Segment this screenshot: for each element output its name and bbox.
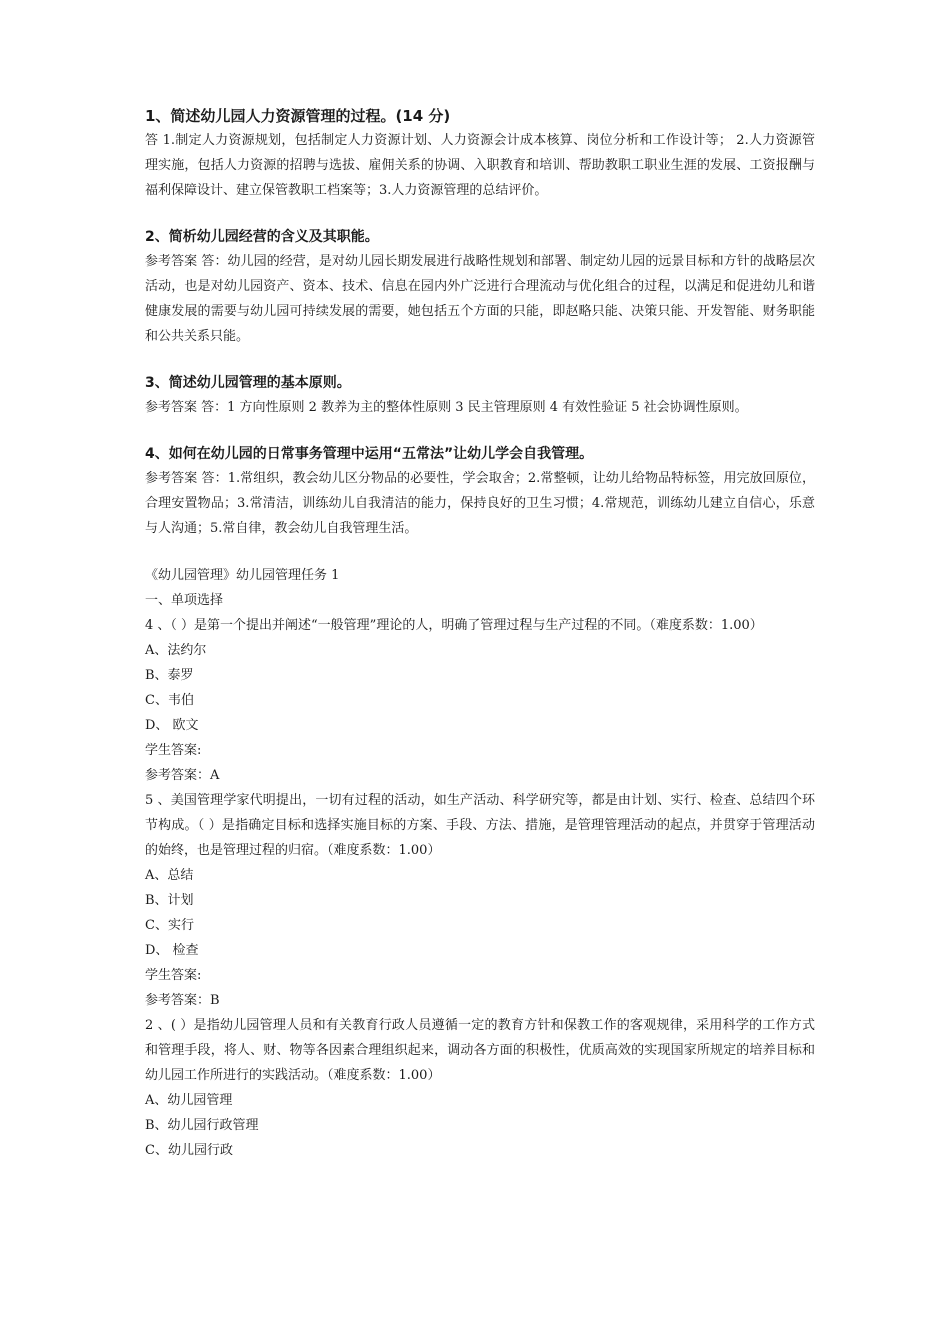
- answer-text-3: 参考答案 答：1 方向性原则 2 教养为主的整体性原则 3 民主管理原则 4 有效性验证 5 社会协调性原则。: [145, 400, 748, 415]
- document-content: [145, 104, 815, 1163]
- mc-option: A、法约尔: [145, 643, 207, 658]
- mc-option: B、泰罗: [145, 668, 194, 683]
- mc-option: C、幼儿园行政: [145, 1143, 233, 1158]
- section-heading: 一、单项选择: [145, 593, 224, 608]
- answer-text-4: 参考答案 答：1.常组织，教会幼儿区分物品的必要性，学会取舍；2.常整顿，让幼儿给物品特标签，用完放回原位，合理安置物品；3.常清洁，训练幼儿自我清洁的能力，保持良好的卫生习惯；4.常规范，训练幼儿建立自信心，乐意与人沟通；5.常自律，教会幼儿自我管理生活。: [145, 471, 815, 536]
- task-heading: 《幼儿园管理》幼儿园管理任务 1: [145, 568, 340, 583]
- reference-answer: 参考答案：B: [145, 993, 220, 1008]
- mc-question-stem: 2 、( ）是指幼儿园管理人员和有关教育行政人员遵循一定的教育方针和保教工作的客观规律，采用科学的工作方式和管理手段，将人、财、物等各因素合理组织起来，调动各方面的积极性，优质高效的实现国家所规定的培养目标和幼儿园工作所进行的实践活动。（难度系数：1.00）: [145, 1018, 815, 1083]
- answer-text-1: 答 1.制定人力资源规划，包括制定人力资源计划、人力资源会计成本核算、岗位分析和工作设计等； 2.人力资源管理实施，包括人力资源的招聘与选拔、雇佣关系的协调、入职教育和培训、帮助教职工职业生涯的发展、工资报酬与福利保障设计、建立保管教职工档案等；3.人力资源管理的总结评价。: [145, 133, 815, 198]
- student-answer: 学生答案:: [145, 968, 202, 983]
- mc-option: B、幼儿园行政管理: [145, 1118, 259, 1133]
- mc-option: B、计划: [145, 893, 194, 908]
- reference-answer: 参考答案：A: [145, 768, 220, 783]
- question-title-4: 4、如何在幼儿园的日常事务管理中运用“五常法”让幼儿学会自我管理。: [145, 446, 594, 462]
- mc-question-stem: 5 、美国管理学家代明提出，一切有过程的活动，如生产活动、科学研究等，都是由计划、实行、检查、总结四个环节构成。（ ）是指确定目标和选择实施目标的方案、手段、方法、措施，是管理管理活动的起点，并贯穿于管理活动的始终，也是管理过程的归宿。（难度系数：1.00）: [145, 793, 815, 858]
- question-title-2: 2、简析幼儿园经营的含义及其职能。: [145, 229, 379, 245]
- mc-option: C、韦伯: [145, 693, 194, 708]
- student-answer: 学生答案:: [145, 743, 202, 758]
- question-title-1: 1、简述幼儿园人力资源管理的过程。(14 分): [145, 107, 451, 125]
- mc-question-stem: 4 、（ ）是第一个提出并阐述“一般管理”理论的人，明确了管理过程与生产过程的不同。（难度系数：1.00）: [145, 618, 763, 633]
- mc-option: A、总结: [145, 868, 194, 883]
- mc-option: D、 欧文: [145, 718, 199, 733]
- question-title-3: 3、简述幼儿园管理的基本原则。: [145, 375, 351, 391]
- mc-option: C、实行: [145, 918, 194, 933]
- answer-text-2: 参考答案 答：幼儿园的经营，是对幼儿园长期发展进行战略性规划和部署、制定幼儿园的远景目标和方针的战略层次活动，也是对幼儿园资产、资本、技术、信息在园内外广泛进行合理流动与优化组合的过程，以满足和促进幼儿和谐健康发展的需要与幼儿园可持续发展的需要，她包括五个方面的只能，即赵略只能、决策只能、开发智能、财务职能和公共关系只能。: [145, 254, 815, 344]
- mc-option: D、 检查: [145, 943, 199, 958]
- mc-option: A、幼儿园管理: [145, 1093, 233, 1108]
